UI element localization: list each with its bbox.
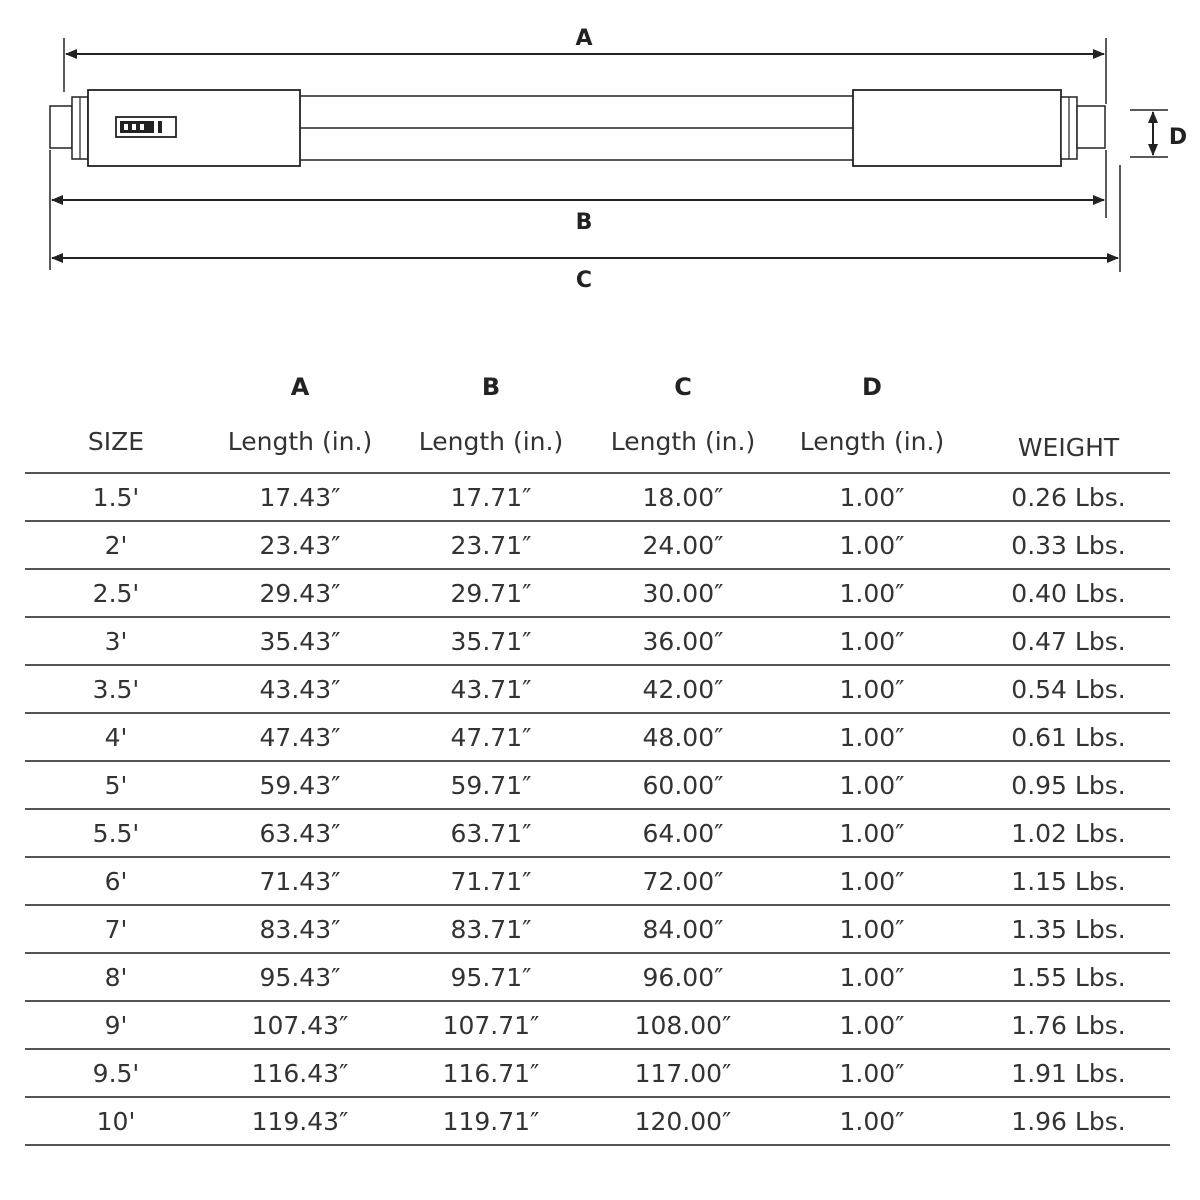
column-header-a: Length (in.) <box>207 410 393 473</box>
cell-c: 108.00″ <box>589 1001 777 1049</box>
cell-a: 47.43″ <box>207 713 393 761</box>
dimension-label-c: C <box>575 268 593 293</box>
cell-size: 8' <box>25 953 207 1001</box>
cell-d: 1.00″ <box>777 761 967 809</box>
cell-c: 30.00″ <box>589 569 777 617</box>
cell-weight: 1.35 Lbs. <box>967 905 1170 953</box>
table-letter-row <box>25 364 1170 410</box>
cell-c: 42.00″ <box>589 665 777 713</box>
dimension-label-b: B <box>575 210 593 235</box>
cell-weight: 0.26 Lbs. <box>967 473 1170 521</box>
cell-a: 59.43″ <box>207 761 393 809</box>
cell-size: 4' <box>25 713 207 761</box>
cell-c: 96.00″ <box>589 953 777 1001</box>
cell-b: 59.71″ <box>393 761 589 809</box>
cell-b: 23.71″ <box>393 521 589 569</box>
cell-c: 120.00″ <box>589 1097 777 1145</box>
dimension-label-d: D <box>1168 125 1188 150</box>
cell-d: 1.00″ <box>777 809 967 857</box>
cell-size: 5' <box>25 761 207 809</box>
cell-size: 10' <box>25 1097 207 1145</box>
table-row <box>25 473 1170 521</box>
cell-size: 2.5' <box>25 569 207 617</box>
cell-d: 1.00″ <box>777 617 967 665</box>
cell-weight: 1.76 Lbs. <box>967 1001 1170 1049</box>
left-pin-cap <box>50 106 72 148</box>
table-row <box>25 809 1170 857</box>
cell-a: 83.43″ <box>207 905 393 953</box>
table-row <box>25 1097 1170 1145</box>
letter-header-weight <box>967 364 1170 410</box>
cell-d: 1.00″ <box>777 857 967 905</box>
cell-weight: 0.33 Lbs. <box>967 521 1170 569</box>
cell-size: 3.5' <box>25 665 207 713</box>
cell-c: 36.00″ <box>589 617 777 665</box>
table-row <box>25 665 1170 713</box>
cell-b: 95.71″ <box>393 953 589 1001</box>
cell-b: 83.71″ <box>393 905 589 953</box>
cell-size: 9.5' <box>25 1049 207 1097</box>
column-header-size: SIZE <box>25 410 207 473</box>
table-row <box>25 1001 1170 1049</box>
column-header-b: Length (in.) <box>393 410 589 473</box>
cell-d: 1.00″ <box>777 953 967 1001</box>
table-row <box>25 761 1170 809</box>
cell-size: 3' <box>25 617 207 665</box>
dimension-d <box>1130 110 1187 157</box>
cell-a: 35.43″ <box>207 617 393 665</box>
cell-size: 9' <box>25 1001 207 1049</box>
table-row <box>25 713 1170 761</box>
letter-header-size <box>25 364 207 410</box>
cell-d: 1.00″ <box>777 473 967 521</box>
cell-a: 17.43″ <box>207 473 393 521</box>
cell-d: 1.00″ <box>777 665 967 713</box>
cell-c: 18.00″ <box>589 473 777 521</box>
cell-weight: 0.40 Lbs. <box>967 569 1170 617</box>
cell-weight: 0.61 Lbs. <box>967 713 1170 761</box>
cell-d: 1.00″ <box>777 713 967 761</box>
cell-c: 72.00″ <box>589 857 777 905</box>
switch-icon <box>116 117 176 137</box>
cell-d: 1.00″ <box>777 569 967 617</box>
cell-b: 47.71″ <box>393 713 589 761</box>
size-spec-table <box>25 364 1170 1146</box>
dimension-diagram <box>0 0 1200 310</box>
letter-header-d: D <box>862 373 882 401</box>
cell-b: 71.71″ <box>393 857 589 905</box>
cell-b: 35.71″ <box>393 617 589 665</box>
column-header-c: Length (in.) <box>589 410 777 473</box>
table-row <box>25 521 1170 569</box>
cell-a: 23.43″ <box>207 521 393 569</box>
dimension-label-a: A <box>575 26 593 51</box>
column-header-d: Length (in.) <box>777 410 967 473</box>
cell-weight: 0.47 Lbs. <box>967 617 1170 665</box>
cell-a: 71.43″ <box>207 857 393 905</box>
table-row <box>25 617 1170 665</box>
cell-b: 107.71″ <box>393 1001 589 1049</box>
cell-weight: 0.95 Lbs. <box>967 761 1170 809</box>
cell-size: 7' <box>25 905 207 953</box>
cell-d: 1.00″ <box>777 1097 967 1145</box>
column-header-weight: WEIGHT <box>967 410 1170 473</box>
right-end-cap <box>853 90 1061 166</box>
cell-c: 117.00″ <box>589 1049 777 1097</box>
cell-size: 5.5' <box>25 809 207 857</box>
cell-b: 29.71″ <box>393 569 589 617</box>
cell-c: 60.00″ <box>589 761 777 809</box>
cell-weight: 1.96 Lbs. <box>967 1097 1170 1145</box>
cell-weight: 0.54 Lbs. <box>967 665 1170 713</box>
cell-a: 119.43″ <box>207 1097 393 1145</box>
cell-size: 1.5' <box>25 473 207 521</box>
right-pin-cap <box>1077 106 1105 148</box>
cell-weight: 1.15 Lbs. <box>967 857 1170 905</box>
cell-size: 6' <box>25 857 207 905</box>
tube-body <box>50 90 1105 166</box>
cell-d: 1.00″ <box>777 1001 967 1049</box>
table-row <box>25 905 1170 953</box>
letter-header-a: A <box>290 373 310 401</box>
cell-c: 64.00″ <box>589 809 777 857</box>
cell-b: 43.71″ <box>393 665 589 713</box>
cell-d: 1.00″ <box>777 1049 967 1097</box>
letter-header-c: C <box>674 373 692 401</box>
table-header-row <box>25 410 1170 473</box>
cell-d: 1.00″ <box>777 905 967 953</box>
cell-weight: 1.91 Lbs. <box>967 1049 1170 1097</box>
table-row <box>25 953 1170 1001</box>
cell-a: 116.43″ <box>207 1049 393 1097</box>
table-row <box>25 569 1170 617</box>
cell-b: 116.71″ <box>393 1049 589 1097</box>
cell-a: 29.43″ <box>207 569 393 617</box>
cell-size: 2' <box>25 521 207 569</box>
cell-b: 119.71″ <box>393 1097 589 1145</box>
cell-c: 24.00″ <box>589 521 777 569</box>
cell-c: 48.00″ <box>589 713 777 761</box>
cell-weight: 1.55 Lbs. <box>967 953 1170 1001</box>
table-row <box>25 1049 1170 1097</box>
table-row <box>25 857 1170 905</box>
cell-a: 107.43″ <box>207 1001 393 1049</box>
cell-a: 43.43″ <box>207 665 393 713</box>
letter-header-b: B <box>481 373 501 401</box>
cell-c: 84.00″ <box>589 905 777 953</box>
cell-a: 63.43″ <box>207 809 393 857</box>
cell-b: 17.71″ <box>393 473 589 521</box>
cell-d: 1.00″ <box>777 521 967 569</box>
cell-b: 63.71″ <box>393 809 589 857</box>
cell-weight: 1.02 Lbs. <box>967 809 1170 857</box>
cell-a: 95.43″ <box>207 953 393 1001</box>
